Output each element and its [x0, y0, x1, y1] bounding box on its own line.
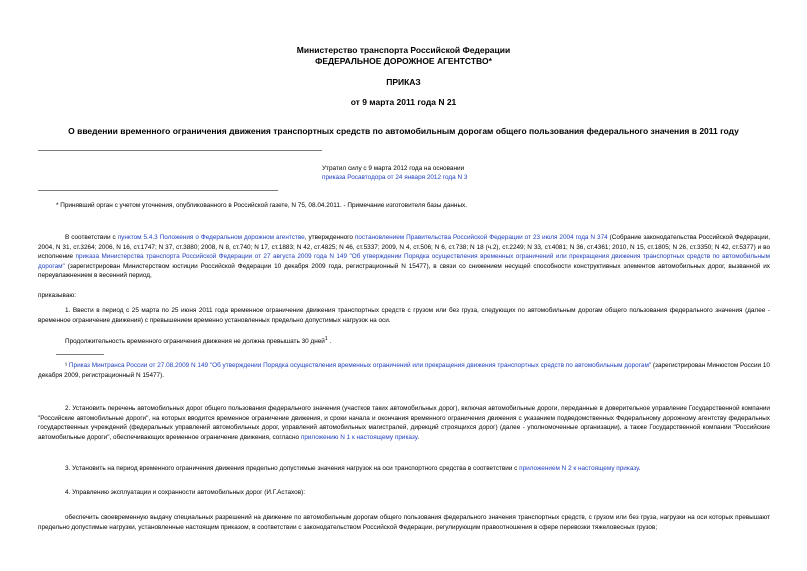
item-3-end: .: [638, 465, 641, 472]
footnote-2-text: (зарегистрирован Минюстом России 10 декабря 2009, регистрационный N 15477).: [38, 362, 770, 379]
preamble-text: (Собрание законодательства Российской Федерации, 2004, N 31, ст.3264; 2006, N 16, ст.1747; N 37, ст.3880; 2008, N 8, ст.740; N 17, ст.1883; N 42, ст.4825; N 46, ст.5337; 2009, N 4, ст.506; N 6, ст.738; N 18 (ч.2), ст.2249; N 33, ст.4081; N 36, ст.4361; 2010, N 15, ст.1805; N 26, ст.3350; N 42, ст.5377) и во исполнение: [38, 234, 770, 260]
divider: [38, 150, 322, 151]
footnote-divider: [38, 190, 278, 191]
item-3-text: 3. Установить на период временного ограничения движения предельно допустимые значения нагрузок на оси транспортного средства в соответствии с: [65, 465, 520, 472]
status-link[interactable]: приказа Росавтодора от 24 января 2012 года N 3: [322, 174, 468, 182]
preamble-paragraph: [38, 233, 770, 281]
status-line: Утратил силу с 9 марта 2012 года на основании: [322, 165, 465, 172]
link-regulation-point[interactable]: пунктом 5.4.3 Положения о Федеральном дорожном агентстве: [117, 234, 305, 241]
footnote-divider-2: [56, 354, 104, 355]
preamble-text: В соответствии с: [65, 234, 118, 241]
ministry-name: Министерство транспорта Российской Федерации: [296, 45, 511, 55]
agency-name: ФЕДЕРАЛЬНОЕ ДОРОЖНОЕ АГЕНТСТВО*: [315, 56, 492, 66]
item-4a: обеспечить своевременную выдачу специальных разрешений на движение по автомобильным дорогам общего пользования федерального значения транспортных средств, с грузом или без груза, нагрузки на оси которых превышают предельно допустимые нагрузки, установленные настоящим приказом, в соответствии с законодательством Российской Федерации, регулирующим правоотношения в сфере перевозки тяжеловесных грузов;: [38, 514, 770, 531]
item-4: 4. Управлению эксплуатации и сохранности автомобильных дорог (И.Г.Астахов):: [65, 489, 305, 496]
footnote-marker: ¹: [65, 362, 68, 369]
preamble-text: (зарегистрирован Министерством юстиции Российской Федерации 10 декабря 2009 года, регистрационный N 15477), в связи со снижением несущей способности конструктивных элементов автомобильных дорог, вызванной их переувлажнением в весенний период,: [38, 262, 770, 279]
link-government-decree[interactable]: постановлением Правительства Российской Федерации от 23 июля 2004 года N 374: [354, 234, 608, 241]
footnote-2: [38, 361, 770, 380]
item-1: 1. Ввести в период с 25 марта по 25 июня 2011 года временное ограничение движения транспортных средств с грузом или без груза, следующих по автомобильным дорогам общего пользования федерального значения (далее - временное ограничение движения) с превышением временно установленных предельно допустимых нагрузок на оси.: [38, 307, 770, 324]
footnote-publisher: * Принявший орган с учетом уточнения, опубликованного в Российской газете, N 75, 08.04.2011. - Примечание изготовителя базы данных.: [56, 202, 468, 209]
document-type: ПРИКАЗ: [386, 77, 421, 87]
link-appendix-1[interactable]: приложению N 1 к настоящему приказу: [300, 433, 418, 441]
item-2-text: 2. Установить перечень автомобильных дорог общего пользования федерального значения (участков таких автомобильных дорог), включая автомобильные дороги, переданные в доверительное управление Государственной компании "Российские автомобильные дороги", на которых вводится временное ограничение движения, и сроки начала и окончания временного ограничения движения с указанием подведомственных Федеральному дорожному агентству федеральных государственных учреждений (федеральных управлений автомобильных дорог, управлений автомобильных магистралей, дирекций строящихся дорог) (далее - уполномоченные организации), а также Государственной компании "Российские автомобильные дороги", обеспечивающих временное ограничение движения, согласно: [38, 405, 770, 441]
link-ministry-order[interactable]: приказа Министерства транспорта Российской Федерации от 27 августа 2009 года N 149 "Об утверждении Порядка осуществления временных ограничений или прекращения движения транспортных средств по автомобильным дорогам": [38, 253, 770, 270]
item-3: [38, 464, 770, 474]
document-title: О введении временного ограничения движения транспортных средств по автомобильным дорогам общего пользования федерального значения в 2011 году: [68, 126, 739, 136]
order-word: приказываю:: [38, 292, 76, 299]
duration-end: .: [329, 338, 332, 346]
preamble-text: , утвержденного: [304, 234, 355, 241]
link-order-149[interactable]: Приказ Минтранса России от 27.08.2009 N 149 "Об утверждении Порядка осуществления временных ограничений или прекращения движения транспортных средств по автомобильным дорогам": [68, 362, 652, 369]
duration-text: Продолжительность временного ограничения движения не должна превышать 30 дней: [65, 338, 325, 346]
link-appendix-2[interactable]: приложением N 2 к настоящему приказу: [519, 465, 639, 472]
item-2-end: .: [417, 433, 420, 441]
status-note: [322, 164, 782, 183]
duration-paragraph: Продолжительность временного ограничения движения не должна превышать 30 дней$^1$ .: [65, 336, 332, 346]
document-date-number: от 9 марта 2011 года N 21: [350, 97, 457, 107]
item-2: [38, 404, 770, 442]
